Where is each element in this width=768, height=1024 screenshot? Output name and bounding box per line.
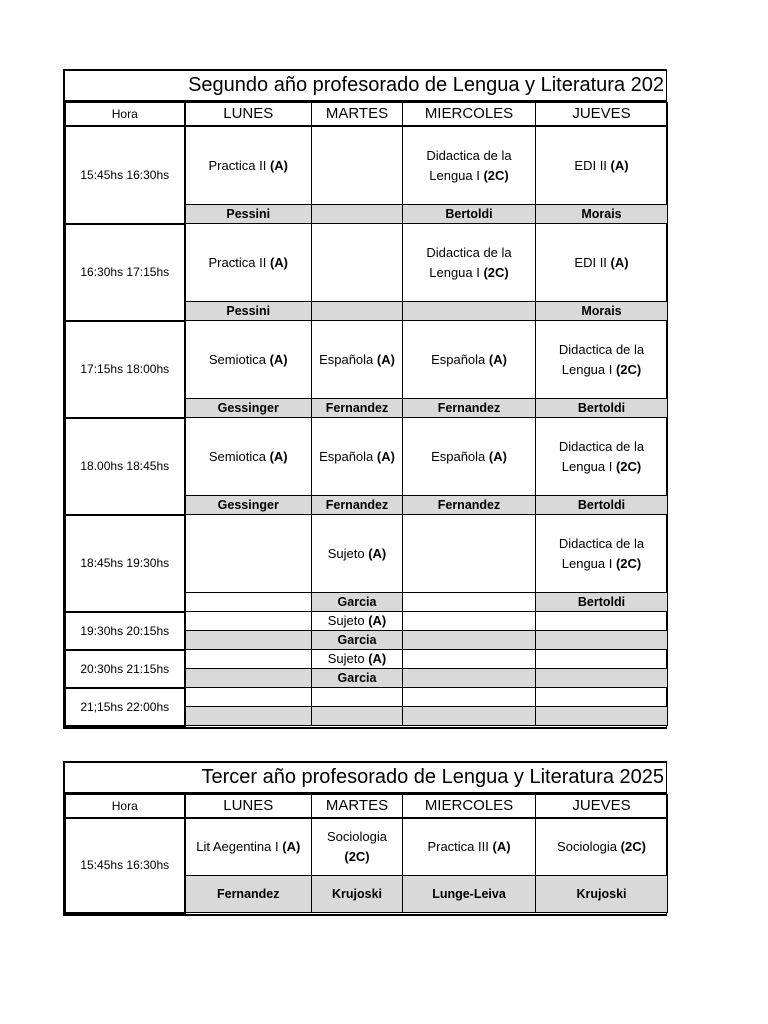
day-header-2: MARTES [312,103,403,127]
teacher-cell: Bertoldi [536,399,668,418]
class-cell [536,515,668,593]
subject-name: Didactica de la Lengua I [558,438,645,474]
time-slot: 20:30hs 21:15hs [66,650,185,688]
subject-group: (A) [269,254,288,270]
time-slot: 17:15hs 18:00hs [66,321,185,418]
day-header-4: JUEVES [536,795,668,819]
subject-group: (A) [282,839,301,854]
teacher-cell: Pessini [185,205,312,224]
teacher-cell [536,631,668,650]
class-cell [403,515,536,593]
teacher-cell: Bertoldi [536,593,668,612]
class-cell [185,650,312,669]
teacher-cell [185,669,312,688]
class-row [66,818,668,876]
class-cell [403,818,536,876]
schedule-title: Tercer año profesorado de Lengua y Literatura 2025 [65,763,666,794]
subject-group: (2C) [615,555,642,571]
class-cell [312,650,403,669]
subject-name: Lit Aegentina I [196,839,283,854]
class-cell [312,126,403,205]
subject-group: (A) [269,448,288,464]
class-row [66,688,668,707]
subject-group: (A) [368,651,387,666]
subject-name: Practica II [208,157,270,173]
subject-name: Semiotica [208,448,270,464]
subject-name: EDI II [574,157,611,173]
teacher-cell [312,205,403,224]
day-header-3: MIERCOLES [403,795,536,819]
subject-group: (2C) [615,458,642,474]
subject-name: Didactica de la Lengua I [426,244,512,280]
class-cell [312,515,403,593]
class-cell [185,418,312,496]
subject-group: (A) [376,351,395,367]
subject-name: Practica II [208,254,270,270]
class-cell [536,418,668,496]
class-cell [312,818,403,876]
subject-name: Sujeto [327,613,369,628]
class-cell [185,126,312,205]
class-cell [185,515,312,593]
teacher-cell [403,669,536,688]
subject-group: (A) [376,448,395,464]
teacher-cell [403,593,536,612]
teacher-cell [312,707,403,726]
teacher-cell [185,707,312,726]
schedule-second-year [63,69,667,729]
subject-group: (2C) [615,361,642,377]
teacher-cell: Pessini [185,302,312,321]
teacher-cell: Krujoski [312,876,403,913]
schedule-third-year [63,761,667,916]
subject-group: (2C) [483,264,509,280]
class-cell [403,650,536,669]
teacher-cell: Morais [536,205,668,224]
teacher-cell [403,707,536,726]
teacher-cell: Krujoski [536,876,668,913]
class-cell [185,612,312,631]
class-row [66,418,668,496]
day-header-4: JUEVES [536,103,668,127]
subject-name: Didactica de la Lengua I [558,341,645,377]
subject-group: (A) [368,613,387,628]
schedule-table [65,794,668,914]
class-cell [403,688,536,707]
subject-group: (A) [368,545,387,561]
time-slot: 16:30hs 17:15hs [66,224,185,321]
class-cell [403,612,536,631]
teacher-cell [403,302,536,321]
class-cell [403,126,536,205]
teacher-cell [185,593,312,612]
header-row [66,795,668,819]
class-cell [536,321,668,399]
teacher-cell: Fernandez [312,496,403,515]
subject-name: Didactica de la Lengua I [426,147,512,183]
subject-group: (A) [488,448,507,464]
teacher-cell: Gessinger [185,399,312,418]
subject-name: Sociologia [557,839,621,854]
class-cell [185,688,312,707]
time-slot: 15:45hs 16:30hs [66,126,185,224]
class-cell [312,612,403,631]
subject-name: Española [431,351,489,367]
subject-group: (A) [269,157,288,173]
teacher-cell: Gessinger [185,496,312,515]
day-header-1: LUNES [185,795,312,819]
time-slot: 19:30hs 20:15hs [66,612,185,650]
subject-group: (2C) [344,849,370,864]
teacher-cell: Morais [536,302,668,321]
class-cell [312,688,403,707]
subject-group: (A) [269,351,288,367]
class-cell [312,418,403,496]
subject-name: EDI II [574,254,611,270]
day-header-2: MARTES [312,795,403,819]
class-cell [403,321,536,399]
day-header-3: MIERCOLES [403,103,536,127]
class-cell [536,688,668,707]
subject-name: Española [319,351,377,367]
subject-group: (A) [610,157,629,173]
schedule-table [65,102,668,727]
teacher-cell: Garcia [312,669,403,688]
subject-group: (A) [488,351,507,367]
schedule-title: Segundo año profesorado de Lengua y Literatura 202 [65,71,666,102]
class-row [66,612,668,631]
subject-name: Practica III [427,839,493,854]
teacher-cell [536,707,668,726]
teacher-cell: Fernandez [403,399,536,418]
subject-name: Sociologia [327,829,387,844]
time-slot: 15:45hs 16:30hs [66,818,185,913]
subject-group: (A) [610,254,629,270]
class-cell [185,818,312,876]
subject-group: (A) [492,839,511,854]
teacher-cell: Bertoldi [403,205,536,224]
class-cell [536,818,668,876]
subject-group: (2C) [620,839,646,854]
subject-name: Semiotica [208,351,270,367]
class-cell [536,126,668,205]
subject-group: (2C) [483,167,509,183]
time-slot: 21;15hs 22:00hs [66,688,185,726]
class-cell [403,418,536,496]
subject-name: Didactica de la Lengua I [558,535,645,571]
class-cell [312,321,403,399]
class-row [66,126,668,205]
teacher-cell: Garcia [312,631,403,650]
hora-header: Hora [66,103,185,127]
teacher-cell: Fernandez [312,399,403,418]
teacher-cell: Lunge-Leiva [403,876,536,913]
subject-name: Sujeto [327,545,369,561]
teacher-cell: Bertoldi [536,496,668,515]
hora-header: Hora [66,795,185,819]
teacher-cell [185,631,312,650]
class-row [66,224,668,302]
class-row [66,650,668,669]
teacher-cell [312,302,403,321]
teacher-cell [536,669,668,688]
class-cell [312,224,403,302]
header-row [66,103,668,127]
class-row [66,321,668,399]
class-cell [536,650,668,669]
class-cell [536,224,668,302]
teacher-cell: Fernandez [403,496,536,515]
teacher-cell [403,631,536,650]
day-header-1: LUNES [185,103,312,127]
class-cell [536,612,668,631]
class-cell [403,224,536,302]
time-slot: 18.00hs 18:45hs [66,418,185,515]
teacher-cell: Garcia [312,593,403,612]
class-cell [185,224,312,302]
subject-name: Española [319,448,377,464]
class-cell [185,321,312,399]
class-row [66,515,668,593]
teacher-cell: Fernandez [185,876,312,913]
subject-name: Sujeto [327,651,369,666]
time-slot: 18:45hs 19:30hs [66,515,185,612]
subject-name: Española [431,448,489,464]
